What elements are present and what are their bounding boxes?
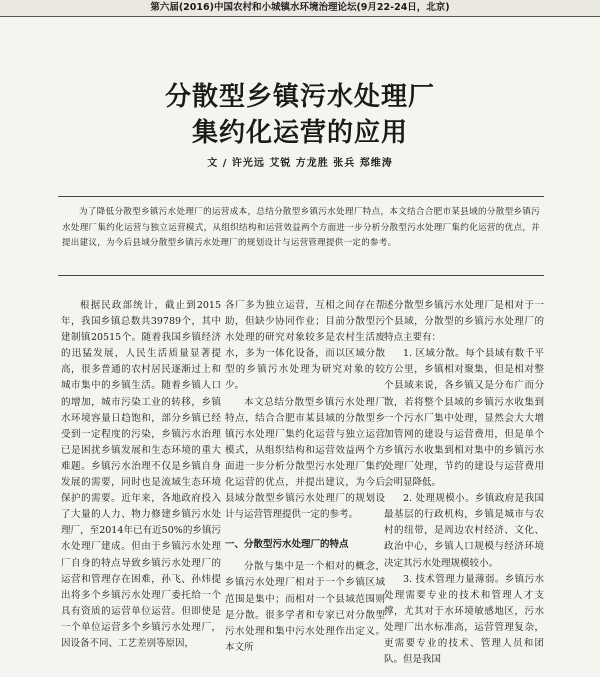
- running-header-text: 第六届(2016)中国农村和小城镇水环境治理论坛(9月22-24日，北京): [150, 2, 450, 13]
- section-heading: 一、分散型污水处理厂的特点: [225, 539, 349, 551]
- body-paragraph: 分散与集中是一个相对的概念，乡镇污水处理厂相对于一个乡镇区域范围是集中；而相对一个县域范围则是分散。很多学者和专家已对分散型污水处理和集中污水处理作出定义。本文所: [225, 561, 385, 653]
- body-paragraph: 3. 技术管理力量薄弱。乡镇污水处理需要专业的技术和管理人才支撑，尤其对于水环境敏感地区，污水处理厂出水标准高，运营管理复杂，更需要专业的技术、管理人员和团队。但是我国: [384, 573, 544, 666]
- body-paragraph: 2. 处理规模小。乡镇政府是我国最基层的行政机构，乡镇是城市与农村的纽带，是周边农村经济、文化、政治中心，乡镇人口规模与经济环境决定其污水处理规模较小。: [384, 493, 544, 569]
- body-paragraph: 本文总结分散型乡镇污水处理厂特点，结合合肥市某县域的分散型乡镇污水处理厂集约化运营与独立运营模式，从组织结构和运营效益两个方面进一步分析分散型污水处理厂集约化运营的优点，并提出建议，为今后县域分散型乡镇污水处理厂的规划设计与运营管理提供一定的参考。: [225, 396, 385, 521]
- body-column-1: [61, 298, 221, 652]
- body-paragraph: 述分散型乡镇污水处理厂是相对于一个县域，分散型的乡镇污水处理厂的特点主要有：: [384, 300, 544, 344]
- body-column-3: [384, 298, 544, 668]
- body-paragraph: 1. 区域分散。每个县域有数千平方公里，乡镇相对聚集，但是相对整个县域来说，各乡镇又是分布广而分散，若将整个县域的乡镇污水收集到一个污水厂集中处理，显然会大大增加管网的建设与运营费用，但是单个乡镇污水收集到相对集中的乡镇污水处理厂处理，节约的建设与运营费用会明显降低。: [384, 348, 544, 489]
- body-column-2: [225, 298, 385, 656]
- article-title-line-1: 分散型乡镇污水处理厂: [164, 82, 435, 112]
- running-header: [0, 0, 600, 17]
- body-paragraph: 各厂多为独立运营，互相之间存在帮助，但缺少协同作业；目前分散型污水处理的研究对象较多是农村生活废水，多为一体化设备，而以区域分散型的乡镇污水处理为研究对象的较少。: [225, 300, 385, 392]
- abstract-text: 为了降低分散型乡镇污水处理厂的运营成本，总结分散型乡镇污水处理厂特点，本文结合合肥市某县域的分散型乡镇污水处理厂集约化运营与独立运营模式，从组织结构和运营效益两个方面进一步分析分散型污水处理厂集约化运营的优点，并提出建议，为今后县域分散型乡镇污水处理厂的规划设计与运营管理提供一定的参考。: [62, 207, 540, 248]
- body-paragraph: 根据民政部统计，截止到2015年，我国乡镇总数共39789个，其中建制镇20515个。随着我国乡镇经济的迅猛发展，人民生活质量显著提高，很多普通的农村居民逐渐过上和城市集中的乡镇生活。随着乡镇人口的增加，城市污染工业的转移，乡镇水环境容量日趋饱和，部分乡镇已经受到一定程度的污染，乡镇污水治理已是困扰乡镇发展和生态环境的重大难题。乡镇污水治理不仅是乡镇自身发展的需要，同时也是流域生态环境保护的需要。近年来，各地政府投入了大量的人力、物力修建乡镇污水处理厂，至2014年已有近50%的乡镇污水处理厂建成。但由于乡镇污水处理厂自身的特点导致乡镇污水处理厂的运营和管理存在困难，孙飞、孙炜提出将多个乡镇污水处理厂委托给一个具有资质的运营单位运营。但即使是一个单位运营多个乡镇污水处理厂，因设备不同、工艺差别等原因，: [61, 300, 221, 649]
- abstract-box: [58, 196, 544, 276]
- article-title-line-2: 集约化运营的应用: [191, 118, 408, 148]
- author-line: 文 / 许光远 艾锐 方龙胜 张兵 郑维涛: [207, 158, 393, 169]
